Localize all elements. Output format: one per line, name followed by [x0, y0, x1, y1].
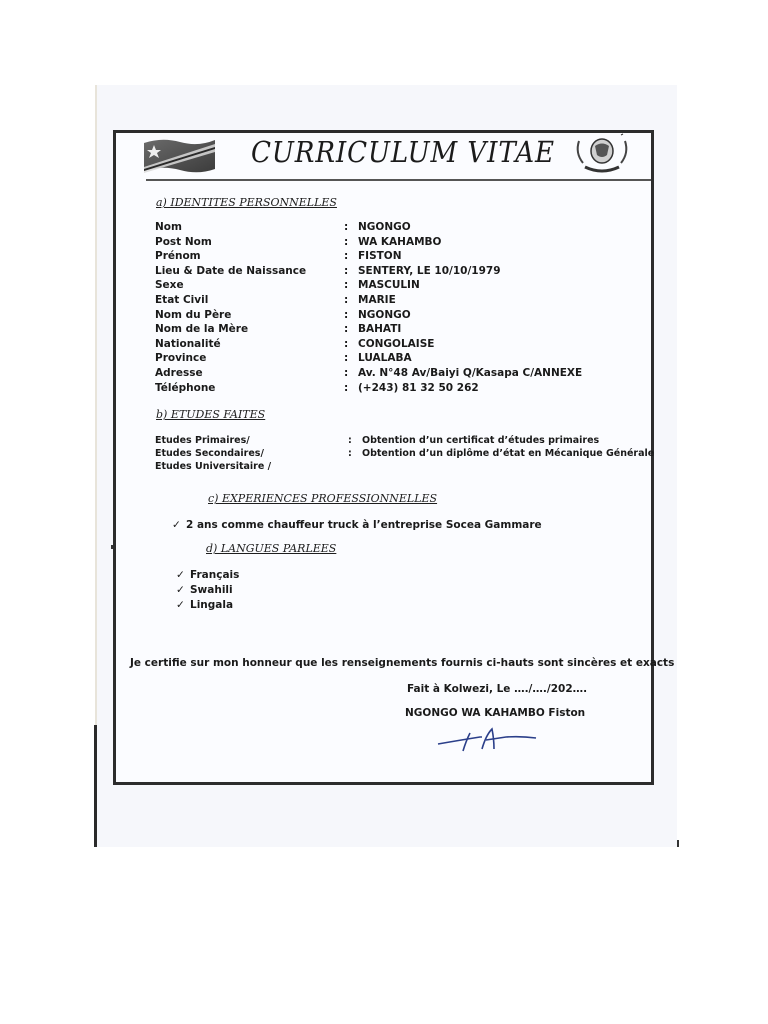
identity-label: Nom du Père	[155, 308, 232, 321]
studies-label: Etudes Primaires/	[155, 435, 250, 446]
identity-value: MASCULIN	[358, 279, 420, 292]
identity-separator: :	[344, 381, 349, 394]
identity-value: BAHATI	[358, 323, 402, 336]
identity-value: SENTERY, LE 10/10/1979	[358, 264, 501, 277]
identity-separator: :	[344, 294, 349, 306]
cv-frame	[113, 130, 675, 785]
language-item: ✓ Français	[176, 569, 240, 581]
studies-label: Etudes Universitaire /	[155, 461, 272, 472]
identity-label: Nom	[155, 221, 182, 233]
identity-value: FISTON	[358, 250, 402, 263]
experience-item: ✓ 2 ans comme chauffeur truck à l’entreprise Socea Gammare	[172, 519, 542, 531]
place-date-line: Fait à Kolwezi, Le …./…./202….	[407, 683, 588, 695]
identity-label: Prénom	[155, 250, 201, 263]
identity-separator: :	[344, 221, 349, 233]
section-studies-heading: b) ETUDES FAITES	[156, 408, 266, 421]
identity-separator: :	[344, 308, 349, 321]
identity-label: Adresse	[155, 367, 203, 379]
identity-separator: :	[344, 337, 349, 350]
identity-value: (+243) 81 32 50 262	[358, 381, 479, 394]
handwritten-signature	[436, 725, 538, 753]
identity-value: NGONGO	[358, 308, 411, 321]
identity-separator: :	[344, 367, 349, 379]
identity-value: Av. N°48 Av/Baiyi Q/Kasapa C/ANNEXE	[358, 367, 583, 379]
identity-value: CONGOLAISE	[358, 337, 435, 350]
identity-separator: :	[344, 264, 349, 277]
identity-separator: :	[344, 279, 349, 292]
studies-separator: :	[348, 448, 352, 459]
identity-separator: :	[344, 235, 349, 248]
identity-value: MARIE	[358, 294, 396, 306]
signatory-name: NGONGO WA KAHAMBO Fiston	[405, 707, 586, 719]
scan-edge-mark	[94, 725, 97, 847]
studies-label: Etudes Secondaires/	[155, 448, 264, 459]
cv-header	[116, 133, 651, 181]
identity-separator: :	[344, 323, 349, 336]
identity-label: Etat Civil	[155, 294, 209, 306]
studies-value: Obtention d’un certificat d’études primaires	[362, 435, 600, 446]
identity-label: Nom de la Mère	[155, 323, 249, 336]
studies-value: Obtention d’un diplôme d’état en Mécanique Générale	[362, 448, 655, 459]
check-icon: ✓	[176, 584, 185, 596]
drc-flag-icon	[142, 137, 217, 175]
identity-value: WA KAHAMBO	[358, 235, 442, 248]
section-languages-heading: d) LANGUES PARLEES	[206, 542, 337, 555]
header-rule	[146, 179, 651, 181]
identity-label: Province	[155, 352, 207, 365]
check-icon: ✓	[172, 519, 181, 531]
identity-label: Post Nom	[155, 235, 212, 248]
section-experience-heading: c) EXPERIENCES PROFESSIONNELLES	[208, 492, 438, 505]
check-icon: ✓	[176, 569, 185, 581]
check-icon: ✓	[176, 599, 185, 611]
identity-value: LUALABA	[358, 352, 412, 365]
scan-corner-mark	[677, 840, 679, 847]
coat-of-arms-icon	[573, 133, 631, 177]
identity-separator: :	[344, 352, 349, 365]
identity-label: Lieu & Date de Naissance	[155, 264, 307, 277]
identity-separator: :	[344, 250, 349, 263]
certification-statement: Je certifie sur mon honneur que les renseignements fournis ci-hauts sont sincères et exacts	[130, 657, 675, 669]
studies-separator: :	[348, 435, 352, 446]
identity-value: NGONGO	[358, 221, 411, 233]
identity-label: Nationalité	[155, 337, 221, 350]
identity-label: Téléphone	[155, 381, 216, 394]
language-item: ✓ Swahili	[176, 584, 233, 596]
cv-title: CURRICULUM VITAE	[251, 135, 555, 169]
section-identity-heading: a) IDENTITES PERSONNELLES	[156, 196, 337, 209]
language-item: ✓ Lingala	[176, 599, 234, 611]
identity-label: Sexe	[155, 279, 184, 292]
